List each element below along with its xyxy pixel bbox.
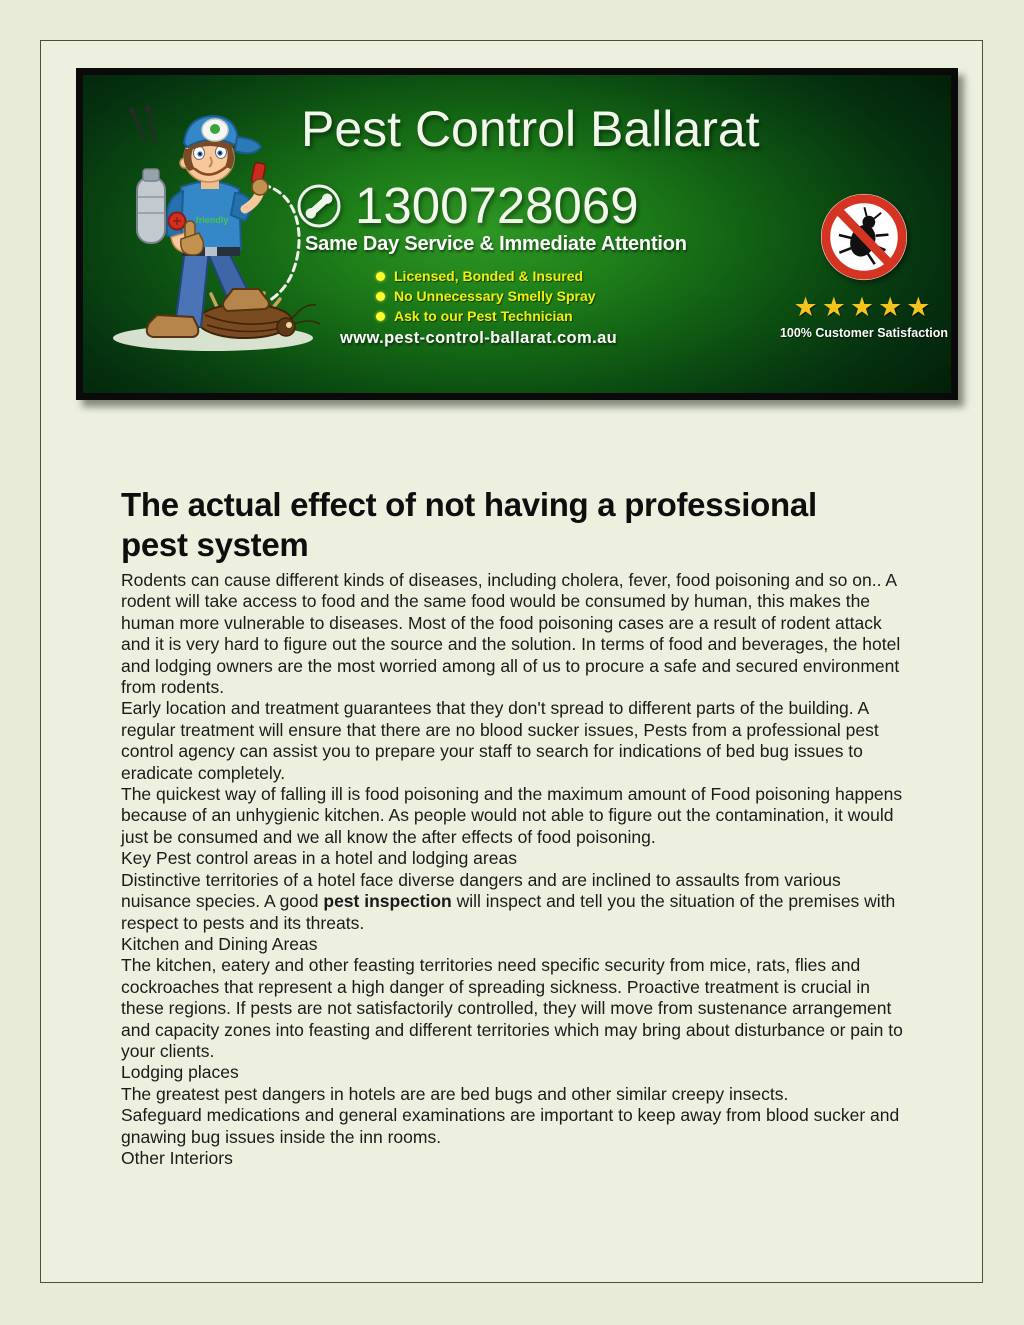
banner-tagline: Same Day Service & Immediate Attention [305,233,687,255]
feature-item [376,286,596,306]
feature-item [376,266,596,286]
feature-label: Ask to our Pest Technician [394,308,573,324]
mascot-head [180,116,261,189]
phone-icon [295,182,343,230]
paragraph-early-location: Early location and treatment guarantees that they don't spread to different parts of the building. A regular treatment will ensure that there are no blood sucker issues, Pests from a professional pest control agency can assist you to prepare your staff to search for indications of bed bug issues to eradicate completely. [121,698,879,783]
bullet-dot-icon [376,312,385,321]
paragraph-rodents: Rodents can cause different kinds of diseases, including cholera, fever, food poisoning and so on.. A rodent will take access to food and the same food would be consumed by human, this makes the human more vulnerable to diseases. Most of the food poisoning cases are a result of rodent attack and it is very hard to figure out the source and the solution. In terms of food and beverages, the hotel and lodging owners are the most worried among all of us to procure a safe and secured environment from rodents. [121,570,901,698]
subheading-key-areas: Key Pest control areas in a hotel and lodging areas [121,848,517,869]
satisfaction-caption: 100% Customer Satisfaction [779,326,949,340]
satisfaction-badge [778,191,950,340]
pest-control-banner [76,68,958,400]
feature-item [376,306,596,326]
subheading-kitchen-dining: Kitchen and Dining Areas [121,933,318,954]
ecofriendly-logo: friendly [195,215,229,225]
paragraph-bed-bugs: The greatest pest dangers in hotels are are bed bugs and other similar creepy insects. [121,1083,789,1104]
article [121,485,909,1169]
article-heading-line2: pest system [121,526,309,563]
article-heading [121,485,909,565]
paragraph-kitchen: The kitchen, eatery and other feasting territories need specific security from mice, rats, flies and cockroaches that represent a high danger of spreading sickness. Proactive treatment is crucial in these regions. If pests are not satisfactorily controlled, they will move from sustenance arrangement and capacity zones into feasting and different territories which may bring about disturbance or pain to your clients. [121,955,903,1061]
paragraph-segment-bold: pest inspection [323,891,452,912]
document-sheet [40,40,983,1283]
paragraph-distinctive-territories [121,870,909,934]
five-star-rating: ★★★★★ [793,292,935,322]
phone-number: 1300728069 [355,177,639,234]
phone-row [295,176,639,235]
feature-label: No Unnecessary Smelly Spray [394,288,596,304]
no-bugs-icon [818,191,910,283]
paragraph-safeguard: Safeguard medications and general examinations are important to keep away from blood sucker and gnawing bug issues inside the inn rooms. [121,1105,900,1147]
paragraph-food-poisoning: The quickest way of falling ill is food poisoning and the maximum amount of Food poisoning happens because of an unhygienic kitchen. As people would not able to figure out the contamination, it would just be consumed and we all know the after effects of food poisoning. [121,784,903,847]
subheading-lodging-places: Lodging places [121,1062,239,1083]
spray-tank [129,106,165,243]
bullet-dot-icon [376,292,385,301]
feature-list [376,266,596,326]
bullet-dot-icon [376,272,385,281]
banner-title: Pest Control Ballarat [301,101,760,157]
feature-label: Licensed, Bonded & Insured [394,268,584,284]
website-url: www.pest-control-ballarat.com.au [340,329,618,347]
paragraph-segment: Distinctive territories of a hotel face diverse dangers and are inclined to assaults from various nuisance species. A good [121,869,841,912]
subheading-other-interiors: Other Interiors [121,1147,233,1168]
article-heading-line1: The actual effect of not having a professional [121,486,817,523]
article-body [121,570,909,1169]
paragraph-segment: will inspect and tell you the situation of the premises with respect to pests and its threats. [121,891,896,933]
